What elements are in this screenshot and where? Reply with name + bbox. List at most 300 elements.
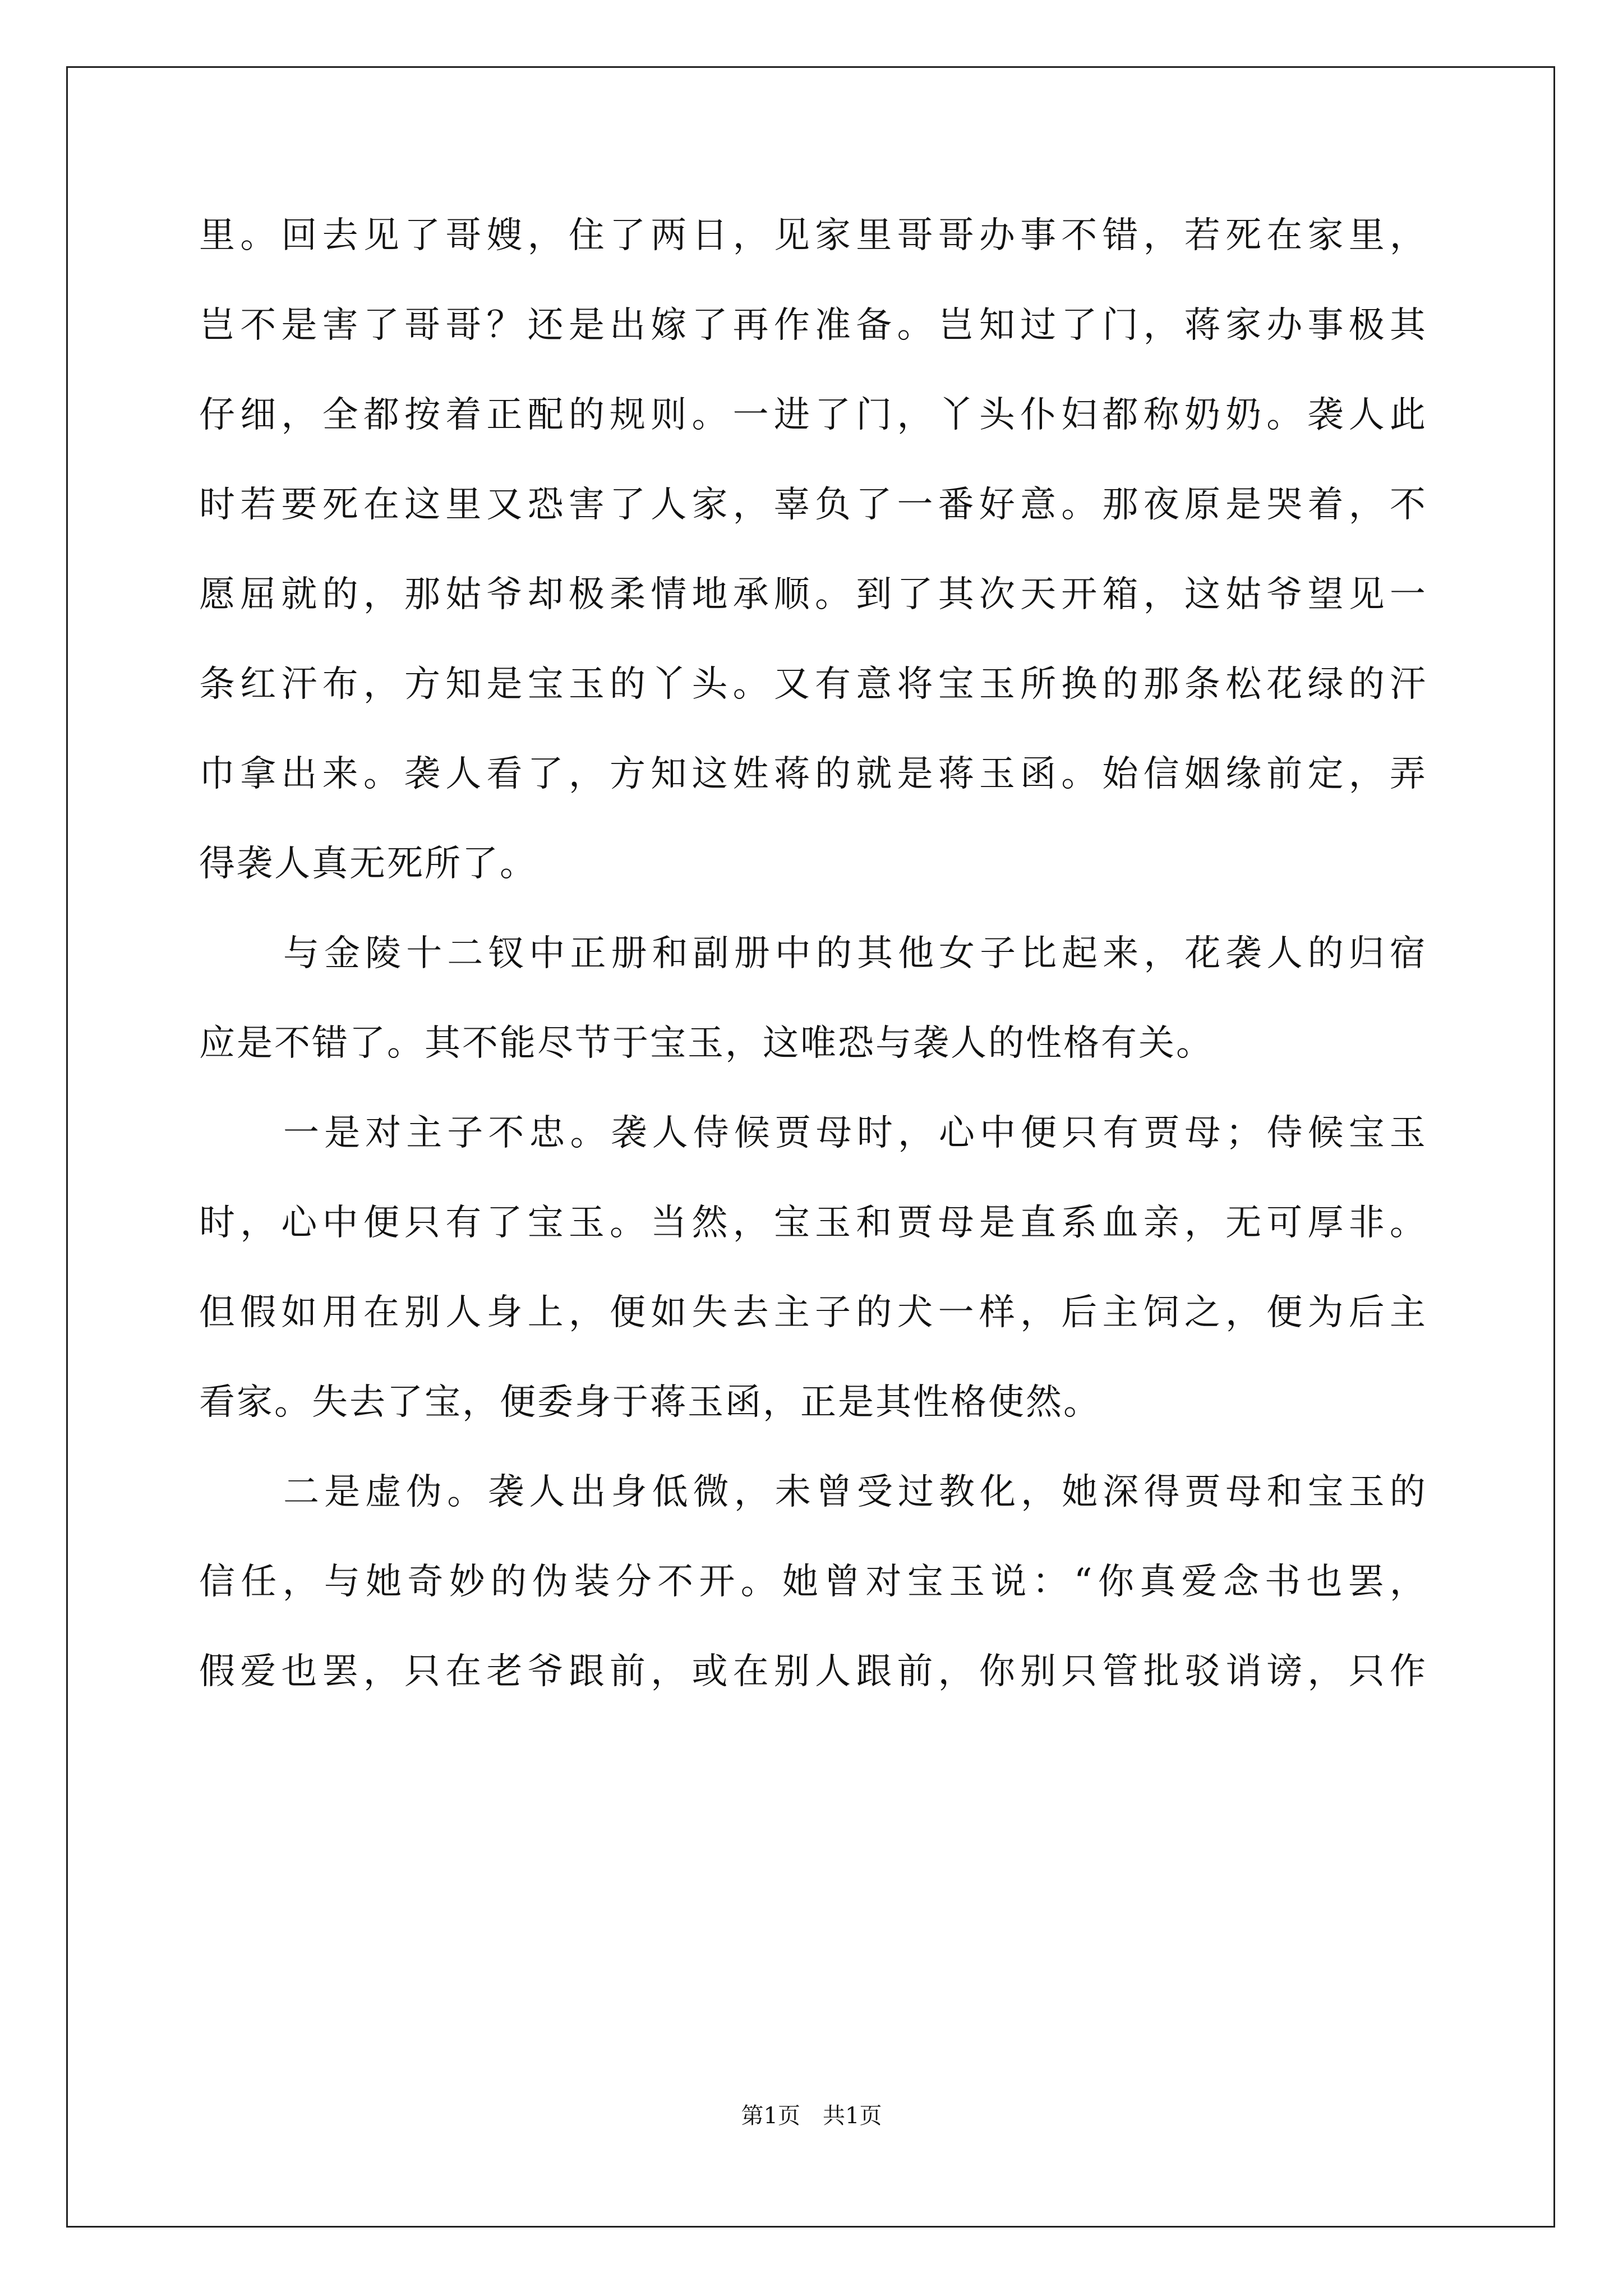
char: 在 — [732, 1651, 771, 1692]
char: ， — [527, 215, 565, 256]
char: 两 — [651, 215, 689, 256]
char: 情 — [651, 574, 689, 615]
char: 若 — [1184, 215, 1222, 256]
char: 候 — [1307, 1112, 1345, 1154]
char: 在 — [363, 1292, 401, 1333]
char: 为 — [1307, 1292, 1345, 1333]
char: 化 — [980, 1471, 1018, 1513]
char: 出 — [610, 305, 648, 346]
char: ； — [1225, 1112, 1264, 1154]
char: 只 — [404, 1202, 442, 1244]
char: 了 — [610, 215, 648, 256]
char: 玉 — [568, 664, 606, 705]
char: 袭 — [404, 753, 442, 795]
char: 门 — [856, 394, 894, 436]
char: 十 — [406, 933, 444, 974]
char: 了 — [815, 394, 853, 436]
char: 了 — [691, 305, 730, 346]
char: 望 — [1307, 574, 1345, 615]
char: 作 — [773, 305, 811, 346]
char: 与 — [324, 1561, 362, 1603]
char: 害 — [322, 305, 360, 346]
char: 中 — [322, 1202, 360, 1244]
char: 归 — [1348, 933, 1386, 974]
char: 人 — [1266, 933, 1304, 974]
char: 蒋 — [938, 753, 976, 795]
char: 还 — [527, 305, 565, 346]
char: 在 — [445, 1651, 483, 1692]
char: 番 — [938, 484, 976, 526]
char: 是 — [324, 1471, 362, 1513]
char: 袭 — [611, 1112, 649, 1154]
char: 妙 — [449, 1561, 487, 1603]
char: 了 — [856, 484, 894, 526]
char: 系 — [1061, 1202, 1099, 1244]
char: 爷 — [1266, 574, 1304, 615]
char: 了 — [363, 305, 401, 346]
char: 事 — [1020, 215, 1058, 256]
char: 金 — [324, 933, 362, 974]
char: “ — [1073, 1561, 1094, 1603]
char: 中 — [774, 933, 813, 974]
char: 。 — [1061, 753, 1099, 795]
text-line — [199, 1537, 1427, 1627]
char: 玉 — [568, 1202, 606, 1244]
char: 住 — [568, 215, 606, 256]
char: ， — [732, 484, 771, 526]
char: 极 — [1348, 305, 1386, 346]
char: 若 — [240, 484, 278, 526]
char: 当 — [651, 1202, 689, 1244]
char: 贾 — [1184, 1471, 1223, 1513]
char: 绿 — [1307, 664, 1345, 705]
char: ， — [282, 1561, 320, 1603]
char: 犬 — [897, 1292, 935, 1333]
char: 夜 — [1143, 484, 1181, 526]
char: 主 — [1102, 1292, 1140, 1333]
char: 和 — [652, 933, 690, 974]
char: 无 — [1225, 1202, 1264, 1244]
char: 未 — [774, 1471, 813, 1513]
char: 恐 — [527, 484, 565, 526]
char: 了 — [404, 215, 442, 256]
char: 驳 — [1184, 1651, 1222, 1692]
char: 宝 — [527, 664, 565, 705]
char: 册 — [611, 933, 649, 974]
char: 岂 — [938, 305, 976, 346]
char: 来 — [1103, 933, 1141, 974]
char: 。 — [740, 1561, 778, 1603]
text-line — [199, 370, 1427, 460]
char: ， — [363, 1651, 401, 1692]
char: 样 — [979, 1292, 1017, 1333]
char: ， — [897, 1112, 935, 1154]
char: 。 — [570, 1112, 608, 1154]
char: 有 — [1103, 1112, 1141, 1154]
char: 红 — [240, 664, 278, 705]
char: 极 — [568, 574, 606, 615]
char: 姑 — [445, 574, 483, 615]
char: 哥 — [404, 305, 442, 346]
char: 不 — [1389, 484, 1427, 526]
char: 册 — [734, 933, 772, 974]
char: 松 — [1225, 664, 1264, 705]
char: 姓 — [732, 753, 771, 795]
char: 书 — [1265, 1561, 1303, 1603]
char: 真 — [1140, 1561, 1178, 1603]
char: 的 — [322, 574, 360, 615]
char: 的 — [1389, 1471, 1427, 1513]
char: 玉 — [1348, 1471, 1386, 1513]
char: 诮 — [1225, 1651, 1264, 1692]
char: ， — [1143, 574, 1181, 615]
char: 又 — [773, 664, 811, 705]
char: 伪 — [532, 1561, 570, 1603]
char: 。 — [610, 1202, 648, 1244]
char: 只 — [1062, 1112, 1100, 1154]
char: 家 — [1307, 215, 1345, 256]
char: 办 — [979, 215, 1017, 256]
char: 爱 — [240, 1651, 278, 1692]
char: ， — [897, 394, 935, 436]
char: 过 — [897, 1471, 935, 1513]
char: 巾 — [199, 753, 237, 795]
char: ， — [568, 1292, 606, 1333]
char: 只 — [404, 1651, 442, 1692]
char: 她 — [366, 1561, 404, 1603]
char: 其 — [1389, 305, 1427, 346]
char: 姻 — [1184, 753, 1222, 795]
char: ， — [1348, 484, 1386, 526]
char: 奶 — [1184, 394, 1222, 436]
char: 谤 — [1266, 1651, 1304, 1692]
char: 奇 — [407, 1561, 445, 1603]
char: 那 — [404, 574, 442, 615]
char: 微 — [693, 1471, 731, 1513]
char: 方 — [404, 664, 442, 705]
char: 按 — [404, 394, 442, 436]
char: 了 — [486, 1202, 524, 1244]
char: 。 — [240, 215, 278, 256]
char: 方 — [610, 753, 648, 795]
char: 不 — [1061, 215, 1099, 256]
char: 门 — [1102, 305, 1140, 346]
char: 是 — [979, 1202, 1017, 1244]
char: 是 — [324, 1112, 362, 1154]
char: 进 — [773, 394, 811, 436]
char: 后 — [1348, 1292, 1386, 1333]
char: 玉 — [1389, 1112, 1427, 1154]
char: 得 — [1144, 1471, 1182, 1513]
char: ， — [651, 1651, 689, 1692]
char: 死 — [322, 484, 360, 526]
text-line — [199, 191, 1427, 280]
char: 别 — [404, 1292, 442, 1333]
char: 是 — [897, 753, 935, 795]
char: 布 — [322, 664, 360, 705]
char: 是 — [1225, 484, 1264, 526]
page-footer — [0, 2098, 1623, 2130]
char: 的 — [1307, 933, 1345, 974]
char: 次 — [979, 574, 1017, 615]
char: 虚 — [365, 1471, 403, 1513]
char: 二 — [283, 1471, 321, 1513]
char: 意 — [856, 664, 894, 705]
char: 不 — [657, 1561, 695, 1603]
char: 主 — [773, 1292, 811, 1333]
char: 丫 — [938, 394, 976, 436]
char: 深 — [1103, 1471, 1141, 1513]
char: 时 — [199, 1202, 237, 1244]
char: 。 — [1061, 484, 1099, 526]
char: 低 — [652, 1471, 690, 1513]
char: 换 — [1061, 664, 1099, 705]
char: 有 — [445, 1202, 483, 1244]
char: 柔 — [610, 574, 648, 615]
char: 副 — [693, 933, 731, 974]
char: 母 — [815, 1112, 854, 1154]
text-line — [199, 550, 1427, 639]
char: 别 — [773, 1651, 811, 1692]
char: 上 — [527, 1292, 565, 1333]
char: 要 — [281, 484, 319, 526]
char: 管 — [1102, 1651, 1140, 1692]
char: 可 — [1266, 1202, 1304, 1244]
char: 。 — [447, 1471, 485, 1513]
char: 知 — [979, 305, 1017, 346]
char: 母 — [1184, 1112, 1223, 1154]
char: 起 — [1062, 933, 1100, 974]
char: 身 — [611, 1471, 649, 1513]
char: 将 — [897, 664, 935, 705]
char: 负 — [815, 484, 853, 526]
char: 后 — [1061, 1292, 1099, 1333]
char: 。 — [815, 574, 853, 615]
char: ， — [240, 1202, 278, 1244]
char: 其 — [938, 574, 976, 615]
char: 有 — [815, 664, 853, 705]
char: ， — [1348, 753, 1386, 795]
char: 你 — [1098, 1561, 1136, 1603]
char: 人 — [445, 1292, 483, 1333]
char: 。 — [897, 305, 935, 346]
char: 你 — [979, 1651, 1017, 1692]
char: 正 — [570, 933, 608, 974]
char: 批 — [1143, 1651, 1181, 1692]
char: 再 — [732, 305, 771, 346]
char: 爷 — [527, 1651, 565, 1692]
char: 妇 — [1061, 394, 1099, 436]
char: 哭 — [1266, 484, 1304, 526]
char: 好 — [979, 484, 1017, 526]
char: 的 — [568, 394, 606, 436]
text-line — [199, 729, 1427, 819]
char: 亲 — [1143, 1202, 1181, 1244]
char: 罢 — [1348, 1561, 1386, 1603]
char: 一 — [897, 484, 935, 526]
char: 人 — [815, 1651, 853, 1692]
char: 知 — [445, 664, 483, 705]
char: 宝 — [773, 1202, 811, 1244]
char: 花 — [1184, 933, 1223, 974]
char: 事 — [1307, 305, 1345, 346]
char: 哥 — [897, 215, 935, 256]
char: 跟 — [568, 1651, 606, 1692]
char: 任 — [241, 1561, 279, 1603]
char: 他 — [897, 933, 935, 974]
char: 侍 — [693, 1112, 731, 1154]
char: 贾 — [1144, 1112, 1182, 1154]
char: 用 — [322, 1292, 360, 1333]
char: 非 — [1348, 1202, 1386, 1244]
char: 辜 — [773, 484, 811, 526]
char: 袭 — [488, 1471, 526, 1513]
char: 在 — [363, 484, 401, 526]
char: 作 — [1389, 1651, 1427, 1692]
char: 人 — [445, 753, 483, 795]
char: 则 — [651, 394, 689, 436]
char: 便 — [610, 1292, 648, 1333]
char: 出 — [281, 753, 319, 795]
char: 饲 — [1143, 1292, 1181, 1333]
char: 与 — [283, 933, 321, 974]
char: 心 — [281, 1202, 319, 1244]
char: 教 — [939, 1471, 976, 1513]
char: 贾 — [897, 1202, 935, 1244]
text-line — [199, 639, 1427, 729]
char: 信 — [1143, 753, 1181, 795]
char: 罢 — [322, 1651, 360, 1692]
char: ， — [1143, 215, 1181, 256]
char: 如 — [651, 1292, 689, 1333]
char: 了 — [610, 484, 648, 526]
char: 蒋 — [773, 753, 811, 795]
char: 箱 — [1102, 574, 1140, 615]
char: 只 — [1061, 1651, 1099, 1692]
char: 说 — [990, 1561, 1029, 1603]
char: 也 — [1306, 1561, 1344, 1603]
char: 着 — [445, 394, 483, 436]
char: 念 — [1223, 1561, 1261, 1603]
char: 前 — [897, 1651, 935, 1692]
char: 函 — [1020, 753, 1058, 795]
char: 之 — [1184, 1292, 1222, 1333]
char: 一 — [732, 394, 771, 436]
char: 拿 — [240, 753, 278, 795]
char: 爷 — [486, 574, 524, 615]
char: 和 — [1266, 1471, 1304, 1513]
char: 仔 — [199, 394, 237, 436]
char: 就 — [856, 753, 894, 795]
char: 玉 — [815, 1202, 853, 1244]
char: 哥 — [445, 215, 483, 256]
page-total: 共1页 — [823, 2103, 882, 2129]
char: 仆 — [1020, 394, 1058, 436]
text-line: 应是不错了。其不能尽节于宝玉，这唯恐与袭人的性格有关。 — [199, 1023, 1214, 1064]
char: 愿 — [199, 574, 237, 615]
text-line — [199, 460, 1427, 550]
char: 岂 — [199, 305, 237, 346]
char: ， — [1143, 305, 1181, 346]
char: 人 — [1348, 394, 1386, 436]
char: 母 — [938, 1202, 976, 1244]
char: 蒋 — [1184, 305, 1222, 346]
char: 曾 — [824, 1561, 862, 1603]
char: 袭 — [1307, 394, 1345, 436]
char: 是 — [486, 664, 524, 705]
char: 心 — [939, 1112, 976, 1154]
char: 时 — [199, 484, 237, 526]
char: 女 — [939, 933, 976, 974]
text-line: 看家。失去了宝，便委身于蒋玉函，正是其性格使然。 — [199, 1382, 1101, 1423]
char: 细 — [240, 394, 278, 436]
char: 的 — [1102, 664, 1140, 705]
char: 便 — [363, 1202, 401, 1244]
char: 所 — [1020, 664, 1058, 705]
char: 哥 — [938, 215, 976, 256]
char: 子 — [815, 1292, 853, 1333]
char: 家 — [691, 484, 730, 526]
char: 便 — [1266, 1292, 1304, 1333]
page-number: 第1页 — [741, 2103, 800, 2129]
paragraph-first-line — [199, 1088, 1427, 1178]
char: 爱 — [1181, 1561, 1219, 1603]
char: 然 — [691, 1202, 730, 1244]
char: 里 — [445, 484, 483, 526]
char: 了 — [527, 753, 565, 795]
char: 到 — [856, 574, 894, 615]
char: 此 — [1389, 394, 1427, 436]
char: 直 — [1020, 1202, 1058, 1244]
char: ， — [1144, 933, 1182, 974]
char: 回 — [281, 215, 319, 256]
char: 对 — [865, 1561, 903, 1603]
char: 侍 — [1266, 1112, 1304, 1154]
char: ， — [1021, 1471, 1059, 1513]
char: 或 — [691, 1651, 730, 1692]
char: 姑 — [1225, 574, 1264, 615]
char: 这 — [1184, 574, 1222, 615]
char: 宝 — [938, 664, 976, 705]
char: 母 — [1225, 1471, 1264, 1513]
char: ， — [1225, 1292, 1264, 1333]
char: ， — [1184, 1202, 1222, 1244]
char: 家 — [1225, 305, 1264, 346]
char: 开 — [699, 1561, 737, 1603]
char: 也 — [281, 1651, 319, 1692]
char: ， — [938, 1651, 976, 1692]
char: 知 — [651, 753, 689, 795]
char: 贾 — [774, 1112, 813, 1154]
char: 忠 — [529, 1112, 567, 1154]
char: 其 — [856, 933, 895, 974]
text-line — [199, 1268, 1427, 1358]
char: 但 — [199, 1292, 237, 1333]
char: 弄 — [1389, 753, 1427, 795]
char: 人 — [651, 484, 689, 526]
char: 身 — [486, 1292, 524, 1333]
char: 只 — [1348, 1651, 1386, 1692]
char: 家 — [815, 215, 853, 256]
char: 缘 — [1225, 753, 1264, 795]
char: 一 — [1389, 574, 1427, 615]
char: 玉 — [949, 1561, 987, 1603]
char: 哥 — [445, 305, 483, 346]
char: 了 — [1061, 305, 1099, 346]
char: 。 — [1266, 394, 1304, 436]
char: 曾 — [815, 1471, 854, 1513]
char: 见 — [773, 215, 811, 256]
